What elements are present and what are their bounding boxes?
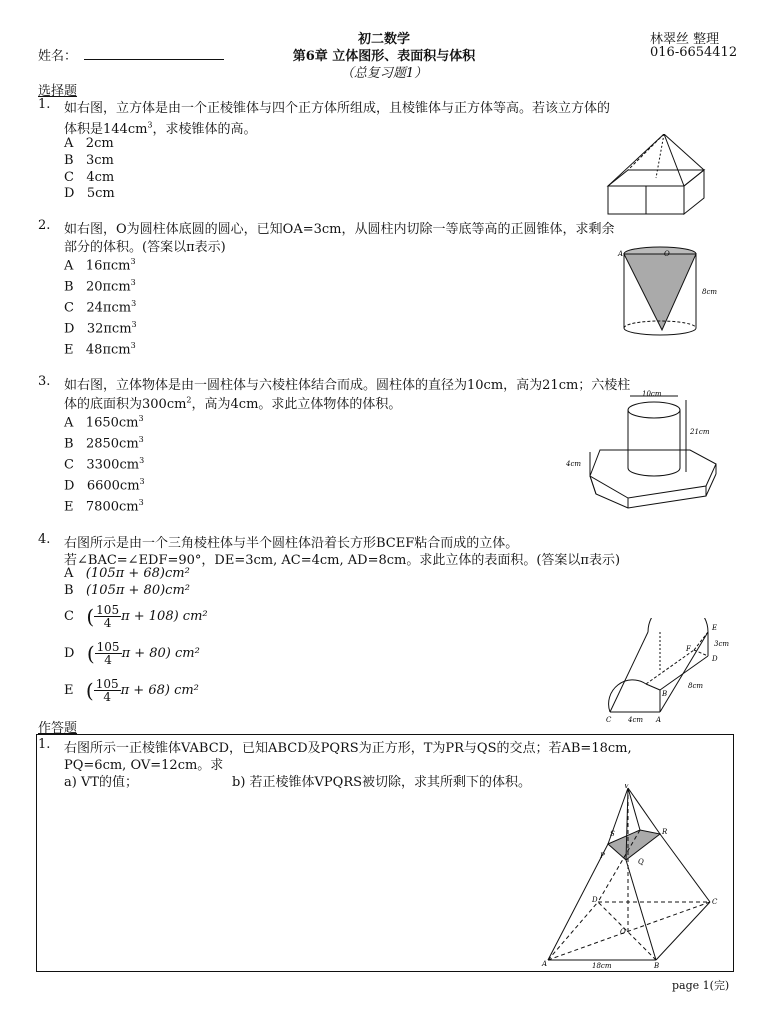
worksheet-title: 初二数学: [357, 32, 410, 47]
worksheet-subtitle: （总复习题1）: [340, 66, 428, 81]
w1-number: 1.: [38, 737, 51, 752]
w1-part-a: a) VT的值；: [64, 775, 139, 790]
q4-label-a: A: [656, 716, 662, 724]
author: 林翠丝 整理: [650, 32, 720, 47]
q3-label-prism-height: 4cm: [566, 460, 582, 468]
q3-figure: [560, 388, 730, 510]
q1-number: 1.: [38, 97, 51, 112]
q3-option-e: E $7800cm^3$: [64, 498, 144, 515]
w1-label-ab: 18cm: [592, 962, 612, 970]
q2-line2: 部分的体积。(答案以π表示): [64, 240, 226, 255]
q4-label-c: C: [606, 716, 612, 724]
q2-option-c: C 24πcm$^3$: [64, 299, 137, 316]
q4-line1: 右图所示是由一个三角棱柱体与半个圆柱体沿着长方形BCEF粘合而成的立体。: [64, 536, 519, 551]
w1-label-o: O: [620, 928, 626, 936]
q2-option-a: A 16πcm$^3$: [64, 257, 136, 274]
w1-label-d: D: [592, 896, 598, 904]
w1-label-a: A: [542, 960, 548, 968]
w1-figure: [540, 784, 720, 972]
q4-number: 4.: [38, 532, 51, 547]
q4-label-b: B: [662, 690, 668, 698]
q4-label-e: E: [712, 624, 718, 632]
q4-line2: 若∠BAC=∠EDF=90°，DE=3cm, AC=4cm, AD=8cm。求此立体的表面积。(答案以π表示): [64, 553, 621, 568]
w1-label-v: V: [624, 784, 630, 790]
q2-option-b: B 20πcm$^3$: [64, 278, 136, 295]
q3-label-height: 21cm: [690, 428, 710, 436]
name-line: [84, 59, 224, 60]
q4-label-d: D: [712, 655, 718, 663]
q4-option-d: D ( $\frac{105}{4}$ π + 80) cm²: [64, 640, 200, 667]
name-label: 姓名：: [38, 49, 78, 64]
q4-label-ad: 8cm: [688, 682, 704, 690]
q2-number: 2.: [38, 218, 51, 233]
w1-line1: 右图所示一正棱锥体VABCD，已知ABCD及PQRS为正方形，T为PR与QS的交点；若AB=18cm,: [64, 741, 632, 756]
chapter-title: 第6章 立体图形、表面积与体积: [292, 49, 476, 64]
q3-line1: 如右图，立体物体是由一圆柱体与六棱柱体结合而成。圆柱体的直径为10cm，高为21cm；六棱柱: [64, 378, 631, 393]
phone: 016-6654412: [650, 45, 738, 60]
q1-line1: 如右图，立方体是由一个正棱锥体与四个正方体所组成，且棱锥体与正方体等高。若该立方体的: [64, 101, 611, 116]
q3-label-diameter: 10cm: [642, 390, 662, 398]
q2-option-e: E 48πcm$^3$: [64, 341, 136, 358]
section-mcq: 选择题: [38, 84, 78, 99]
q4-label-de: 3cm: [714, 640, 730, 648]
w1-label-q: Q: [638, 858, 644, 866]
q2-line1: 如右图，O为圆柱体底圆的圆心，已知OA=3cm，从圆柱内切除一等底等高的正圆锥体，求剩余: [64, 222, 615, 237]
q4-option-c: C ( $\frac{105}{4}$ π + 108) cm²: [64, 603, 208, 630]
q4-figure: [600, 618, 732, 726]
q2-figure: [612, 244, 732, 344]
q1-option-d: D 5cm: [64, 186, 115, 201]
q3-option-c: C $3300cm^3$: [64, 456, 145, 473]
q3-line2: 体的底面积为$300cm^2$，高为4cm。求此立体物体的体积。: [64, 395, 402, 412]
q1-option-b: B 3cm: [64, 153, 114, 168]
q4-option-e: E ( $\frac{105}{4}$ π + 68) cm²: [64, 677, 199, 704]
w1-part-b: b) 若正棱锥体VPQRS被切除，求其所剩下的体积。: [232, 775, 532, 790]
q2-option-d: D 32πcm$^3$: [64, 320, 137, 337]
q4-option-b: B (105π + 80)cm²: [64, 583, 190, 598]
q4-label-ac: 4cm: [628, 716, 644, 724]
q4-label-f: F: [686, 645, 691, 653]
q4-option-a: A (105π + 68)cm²: [64, 566, 190, 581]
w1-label-p: P: [600, 852, 605, 860]
q2-label-o: O: [664, 250, 670, 258]
w1-line2: PQ=6cm, OV=12cm。求: [64, 758, 224, 773]
q3-option-d: D $6600cm^3$: [64, 477, 145, 494]
section-written: 作答题: [38, 721, 78, 736]
q1-line2: 体积是$144cm^3$，求棱锥体的高。: [64, 120, 257, 137]
q3-number: 3.: [38, 374, 51, 389]
q1-option-c: C 4cm: [64, 170, 115, 185]
page-footer: page 1(完): [672, 979, 730, 992]
q1-figure: [600, 134, 710, 216]
q2-label-a: A: [618, 250, 624, 258]
q2-label-height: 8cm: [702, 288, 718, 296]
w1-label-b: B: [654, 962, 660, 970]
w1-label-c: C: [712, 898, 718, 906]
q1-option-a: A 2cm: [64, 136, 114, 151]
w1-label-r: R: [662, 828, 668, 836]
q3-option-b: B $2850cm^3$: [64, 435, 144, 452]
q3-option-a: A $1650cm^3$: [64, 414, 144, 431]
w1-label-s: S: [610, 830, 615, 838]
